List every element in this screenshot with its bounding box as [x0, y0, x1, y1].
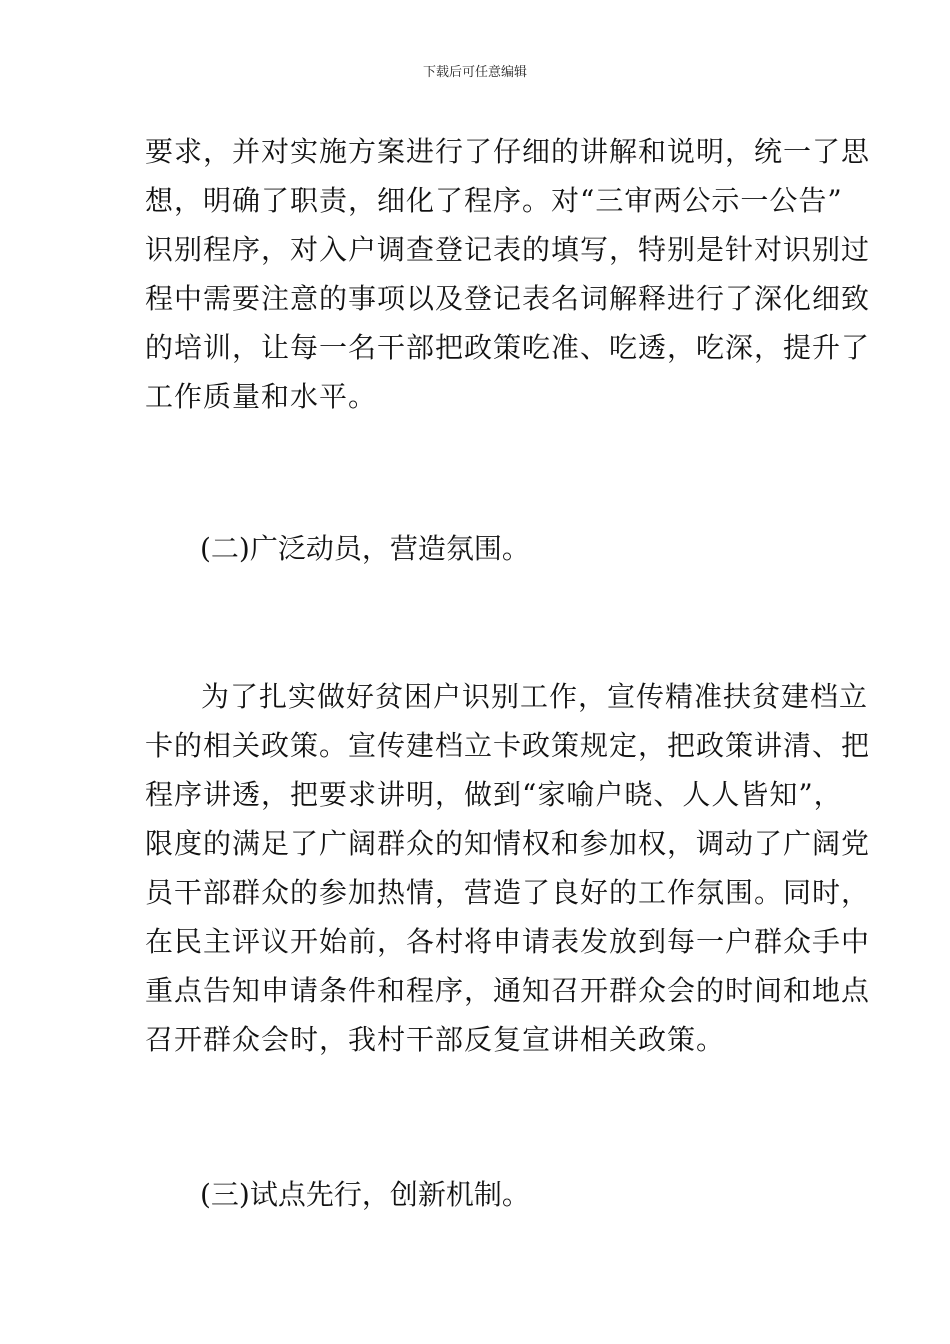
- paragraph-2-line: 召开群众会时，我村干部反复宣讲相关政策。: [145, 1023, 726, 1056]
- paragraph-2-line: 员干部群众的参加热情，营造了良好的工作氛围。同时，: [145, 876, 871, 909]
- paragraph-1-line: 想，明确了职责，细化了程序。对“三审两公示一公告”: [145, 184, 843, 217]
- paragraph-1-line: 的培训，让每一名干部把政策吃准、吃透，吃深，提升了: [145, 331, 871, 364]
- paragraph-2-line: 为了扎实做好贫困户识别工作，宣传精准扶贫建档立: [201, 680, 869, 713]
- section-heading-2: (二)广泛动员，营造氛围。: [200, 532, 530, 565]
- paragraph-2-line: 卡的相关政策。宣传建档立卡政策规定，把政策讲清、把: [145, 729, 871, 762]
- paragraph-2-line: 在民主评议开始前，各村将申请表发放到每一户群众手中: [145, 925, 871, 958]
- paragraph-1-line: 程中需要注意的事项以及登记表名词解释进行了深化细致: [145, 282, 871, 315]
- paragraph-1: [145, 127, 871, 421]
- paragraph-1-line: 工作质量和水平。: [145, 380, 378, 413]
- section-heading-3: (三)试点先行，创新机制。: [200, 1178, 530, 1211]
- paragraph-2-line: 重点告知申请条件和程序，通知召开群众会的时间和地点: [145, 974, 871, 1007]
- page-header: 下载后可任意编辑: [422, 65, 527, 80]
- paragraph-1-line: 识别程序，对入户调查登记表的填写，特别是针对识别过: [145, 233, 871, 266]
- paragraph-2-line: 限度的满足了广阔群众的知情权和参加权，调动了广阔党: [145, 827, 871, 860]
- paragraph-1-line: 要求，并对实施方案进行了仔细的讲解和说明，统一了思: [145, 135, 871, 168]
- paragraph-2-line: 程序讲透，把要求讲明，做到“家喻户晓、人人皆知”，: [145, 778, 843, 811]
- paragraph-2: [145, 672, 871, 1064]
